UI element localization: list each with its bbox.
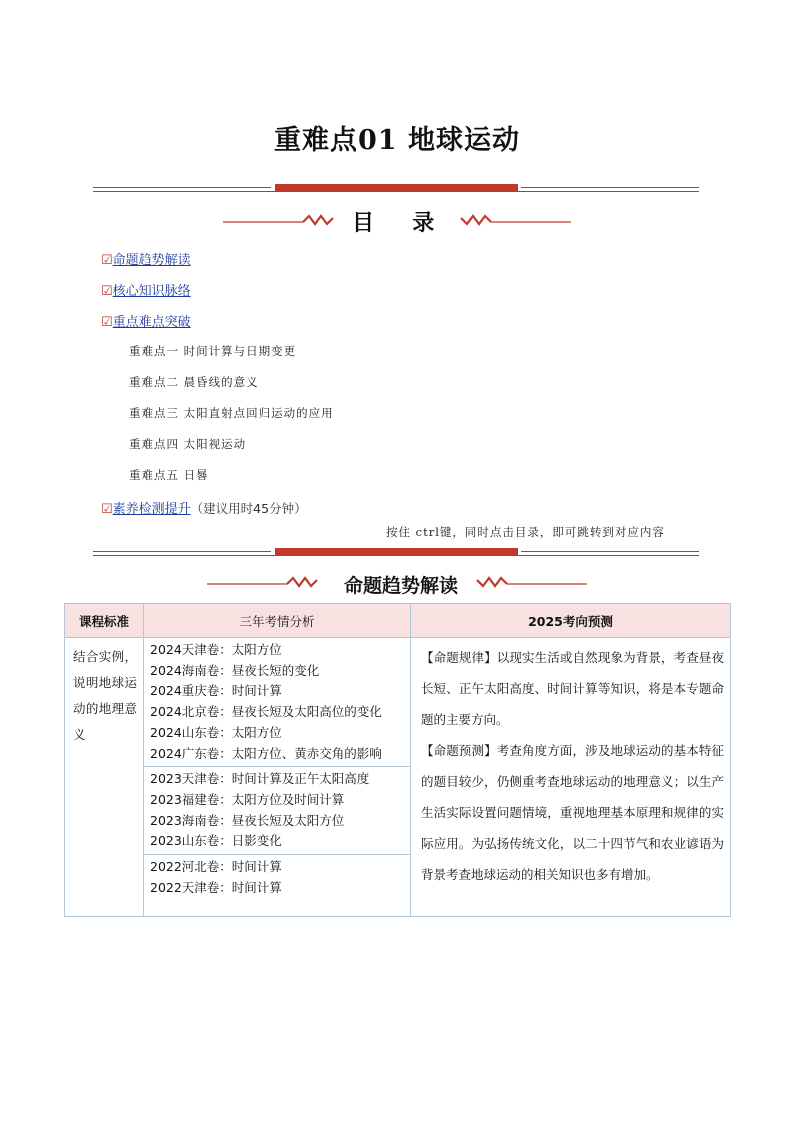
- checkbox-icon: ☑: [101, 502, 113, 517]
- analysis-entry: 2022河北卷：时间计算: [150, 859, 282, 875]
- page-title: 重难点01 地球运动: [274, 125, 520, 156]
- navigation-hint: 按住 ctrl键，同时点击目录，即可跳转到对应内容: [386, 525, 665, 539]
- trend-table: [64, 603, 731, 917]
- analysis-entry: 2024北京卷：昼夜长短及太阳高位的变化: [150, 704, 382, 720]
- checkbox-icon: ☑: [101, 315, 113, 330]
- checkbox-icon: ☑: [101, 253, 113, 268]
- table-header-row: [65, 604, 731, 638]
- analysis-group-2023: [144, 767, 410, 855]
- exam-analysis: [144, 638, 411, 917]
- toc-item-key-points[interactable]: [101, 311, 191, 330]
- analysis-entry: 2022天津卷：时间计算: [150, 879, 282, 895]
- toc-subitem[interactable]: 重难点四 太阳视运动: [129, 437, 247, 451]
- checkbox-icon: ☑: [101, 284, 113, 299]
- divider-line: [93, 551, 271, 552]
- toc-link-assessment[interactable]: 素养检测提升: [112, 502, 191, 517]
- curriculum-standard: 结合实例，说明地球运动的地理意义: [65, 638, 144, 917]
- analysis-entry: 2023天津卷：时间计算及正午太阳高度: [150, 771, 370, 787]
- table-header: 2025考向预测: [411, 604, 731, 638]
- divider-line: [521, 551, 699, 552]
- table-row: [65, 638, 731, 917]
- toc-link-trend[interactable]: 命题趋势解读: [112, 253, 191, 268]
- prediction-rule: 【命题规律】以现实生活或自然现象为背景，考查昼夜长短、正午太阳高度、时间计算等知识，将是本专题命题的主要方向。: [421, 650, 724, 727]
- toc-subitem[interactable]: 重难点一 时间计算与日期变更: [129, 344, 297, 358]
- analysis-entry: 2024海南卷：昼夜长短的变化: [150, 662, 320, 678]
- analysis-entry: 2024重庆卷：时间计算: [150, 683, 282, 699]
- toc-time-note: （建议用时45分钟）: [190, 501, 307, 516]
- toc-item-knowledge[interactable]: [101, 280, 191, 299]
- analysis-group-2024: [144, 638, 410, 767]
- toc-subitem[interactable]: 重难点五 日晷: [129, 468, 209, 482]
- analysis-entry: 2023海南卷：昼夜长短及太阳方位: [150, 812, 345, 828]
- analysis-entry: 2023山东卷：日影变化: [150, 833, 282, 849]
- toc-link-key-points[interactable]: 重点难点突破: [112, 315, 191, 330]
- toc-banner-title: 目 录: [352, 211, 435, 236]
- analysis-entry: 2024山东卷：太阳方位: [150, 724, 282, 740]
- divider-line: [521, 187, 699, 188]
- section-banner-title: 命题趋势解读: [343, 575, 458, 597]
- toc-subitem[interactable]: 重难点二 晨昏线的意义: [129, 375, 259, 389]
- toc-item-assessment[interactable]: [101, 498, 307, 517]
- prediction-forecast: 【命题预测】考查角度方面，涉及地球运动的基本特征的题目较少，仍侧重考查地球运动的地理意义；以生产生活实际设置问题情境，重视地理基本原理和规律的实际应用。为弘扬传统文化，以二十四节气和农业谚语为背景考查地球运动的相关知识也多有增加。: [421, 743, 724, 882]
- divider-bar: [275, 184, 518, 192]
- toc-item-trend[interactable]: [101, 249, 191, 268]
- table-header: 三年考情分析: [144, 604, 411, 638]
- prediction-cell: [411, 638, 731, 917]
- toc-subitem[interactable]: 重难点三 太阳直射点回归运动的应用: [129, 406, 334, 420]
- toc-link-knowledge[interactable]: 核心知识脉络: [112, 284, 191, 299]
- analysis-entry: 2024天津卷：太阳方位: [150, 642, 282, 657]
- analysis-entry: 2023福建卷：太阳方位及时间计算: [150, 791, 345, 807]
- table-header: 课程标准: [65, 604, 144, 638]
- divider-line: [93, 187, 271, 188]
- divider-bar: [275, 548, 518, 556]
- analysis-entry: 2024广东卷：太阳方位、黄赤交角的影响: [150, 745, 382, 761]
- analysis-group-2022: [144, 855, 410, 900]
